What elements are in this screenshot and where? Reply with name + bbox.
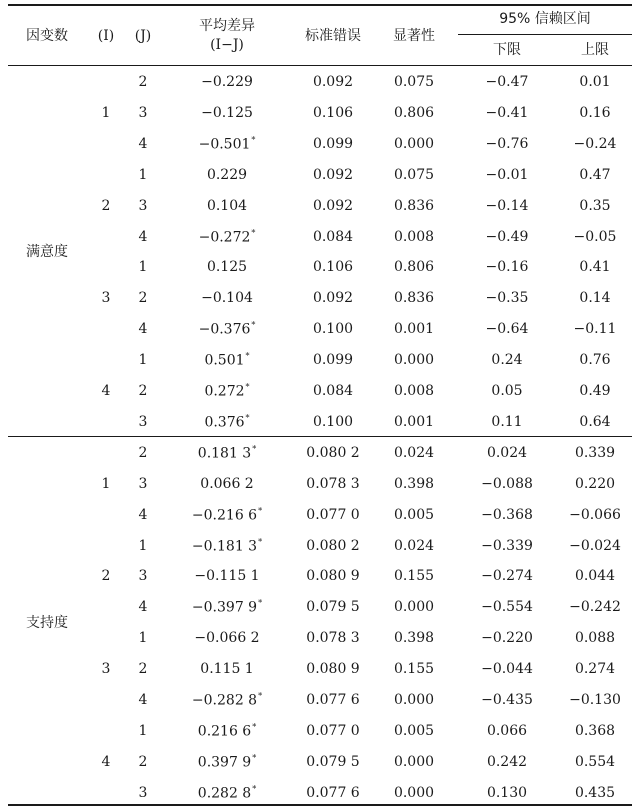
lower-bound-value: −0.274 [481, 568, 533, 585]
lower-bound-value: −0.554 [481, 599, 533, 616]
standard-error-value: 0.100 [312, 321, 354, 338]
upper-bound-value: −0.11 [573, 321, 617, 338]
significance-value: 0.806 [393, 259, 435, 276]
upper-bound-value: 0.220 [574, 475, 616, 492]
standard-error-value: 0.106 [312, 259, 354, 276]
significance-star: * [251, 320, 256, 330]
mean-difference-value: −0.397 9 [191, 599, 258, 616]
comparison-group-j: 2 [138, 74, 148, 90]
mean-difference-cell [201, 291, 253, 305]
significance-star: * [252, 722, 257, 732]
significance-value: 0.000 [393, 784, 435, 801]
lower-bound-value: −0.76 [485, 135, 529, 152]
significance-star: * [258, 598, 263, 608]
comparison-group-j: 4 [138, 506, 148, 523]
mean-difference-cell [199, 229, 256, 244]
standard-error-value: 0.092 [312, 290, 354, 307]
comparison-group-j: 2 [138, 383, 148, 399]
comparison-group-j: 3 [138, 784, 148, 801]
significance-value: 0.005 [393, 722, 435, 739]
lower-bound-value: −0.435 [481, 692, 533, 708]
upper-bound-value: 0.64 [579, 413, 611, 430]
comparison-group-i: 4 [101, 383, 111, 399]
upper-bound-value: 0.339 [574, 444, 616, 461]
standard-error-value: 0.092 [312, 74, 354, 90]
mean-difference-value: −0.272 [198, 229, 251, 245]
significance-value: 0.008 [393, 228, 435, 245]
upper-bound-value: 0.044 [574, 568, 616, 585]
significance-star: * [245, 351, 250, 361]
standard-error-value: 0.077 6 [306, 784, 360, 801]
upper-bound-value: 0.16 [579, 104, 611, 121]
mean-difference-cell [192, 538, 262, 553]
significance-value: 0.398 [393, 475, 435, 492]
comparison-group-j: 1 [138, 259, 148, 276]
significance-value: 0.806 [393, 104, 435, 121]
header-lower-bound: 下限 [493, 42, 521, 58]
mean-difference-value: 0.229 [206, 166, 248, 183]
upper-bound-value: 0.41 [579, 259, 611, 276]
mean-difference-cell [194, 569, 259, 583]
significance-star: * [245, 382, 250, 392]
mean-difference-value: −0.282 8 [191, 692, 258, 709]
upper-bound-value: −0.05 [573, 228, 617, 245]
mean-difference-value: −0.501 [198, 136, 251, 153]
header-mean-difference [199, 17, 255, 55]
mean-difference-value: −0.125 [201, 104, 253, 121]
significance-star: * [252, 753, 257, 763]
mean-difference-value: −0.181 3 [191, 538, 258, 554]
significance-value: 0.075 [393, 74, 435, 90]
significance-value: 0.836 [393, 197, 435, 214]
lower-bound-value: −0.339 [481, 537, 533, 554]
lower-bound-value: −0.64 [485, 321, 529, 338]
mean-difference-cell [198, 445, 256, 460]
upper-bound-value: −0.066 [569, 506, 621, 523]
mean-difference-value: 0.066 2 [200, 475, 254, 492]
comparison-group-j: 3 [138, 197, 148, 214]
mean-difference-value: −0.066 2 [194, 630, 260, 647]
mean-difference-value: −0.115 1 [194, 568, 260, 585]
upper-bound-value: 0.274 [574, 661, 616, 678]
header-dependent-variable: 因变数 [26, 28, 68, 44]
header-mean-difference-line1: 平均差异 [199, 18, 255, 35]
comparison-group-i: 1 [101, 104, 111, 121]
comparison-group-j: 4 [138, 321, 148, 338]
lower-bound-value: −0.088 [481, 475, 533, 492]
upper-bound-value: −0.242 [569, 599, 621, 616]
significance-value: 0.000 [393, 692, 435, 708]
standard-error-value: 0.099 [312, 135, 354, 152]
header-j: (J) [134, 28, 152, 44]
significance-value: 0.000 [393, 599, 435, 616]
mean-difference-value: 0.181 3 [197, 445, 252, 462]
significance-value: 0.005 [393, 506, 435, 523]
mean-difference-value: 0.501 [204, 352, 245, 369]
significance-value: 0.000 [393, 352, 435, 369]
standard-error-value: 0.106 [312, 104, 354, 121]
standard-error-value: 0.084 [312, 383, 354, 399]
significance-value: 0.836 [393, 290, 435, 307]
mean-difference-cell [207, 168, 247, 182]
significance-value: 0.001 [393, 413, 435, 430]
significance-value: 0.001 [393, 321, 435, 338]
header-bottom-rule [8, 65, 632, 66]
header-mean-difference-line2: (I−J) [210, 37, 244, 53]
mean-difference-value: 0.282 8 [197, 785, 252, 802]
lower-bound-value: 0.066 [486, 722, 528, 739]
comparison-group-j: 2 [138, 753, 148, 770]
mean-difference-value: 0.104 [206, 197, 248, 214]
mean-difference-cell [200, 477, 253, 491]
dependent-variable-label: 支持度 [26, 614, 68, 631]
upper-bound-value: 0.088 [574, 630, 616, 647]
comparison-group-j: 4 [138, 599, 148, 616]
lower-bound-value: −0.47 [485, 74, 529, 90]
header-standard-error: 标准错误 [305, 28, 361, 44]
comparison-group-j: 1 [138, 630, 148, 647]
standard-error-value: 0.080 2 [306, 444, 360, 461]
standard-error-value: 0.077 0 [306, 722, 360, 739]
significance-value: 0.000 [393, 753, 435, 770]
comparison-group-j: 4 [138, 228, 148, 245]
ci-sub-rule [458, 34, 632, 35]
mean-difference-value: −0.104 [201, 290, 253, 307]
standard-error-value: 0.080 2 [306, 537, 360, 554]
upper-bound-value: −0.24 [573, 135, 617, 152]
table-top-rule [8, 4, 632, 6]
comparison-group-j: 3 [138, 475, 148, 492]
mean-difference-cell [198, 785, 256, 800]
significance-value: 0.075 [393, 166, 435, 183]
significance-value: 0.000 [393, 135, 435, 152]
comparison-group-j: 4 [138, 135, 148, 152]
upper-bound-value: −0.130 [569, 692, 621, 708]
mean-difference-value: −0.216 6 [191, 507, 258, 524]
header-i: (I) [97, 28, 115, 44]
significance-star: * [258, 691, 263, 701]
significance-star: * [251, 135, 256, 145]
mean-difference-value: 0.376 [204, 414, 245, 431]
mean-difference-cell [192, 600, 262, 615]
mean-difference-value: 0.272 [204, 383, 245, 400]
significance-value: 0.008 [393, 383, 435, 399]
lower-bound-value: 0.024 [486, 444, 528, 461]
comparison-group-i: 4 [101, 753, 111, 770]
lower-bound-value: −0.220 [481, 630, 533, 647]
mean-difference-cell [194, 631, 259, 645]
lower-bound-value: −0.49 [485, 228, 529, 245]
lower-bound-value: −0.41 [485, 104, 529, 121]
lower-bound-value: 0.242 [486, 753, 528, 770]
standard-error-value: 0.078 3 [306, 475, 360, 492]
upper-bound-value: 0.435 [574, 784, 616, 801]
upper-bound-value: 0.368 [574, 722, 616, 739]
dependent-variable-label: 满意度 [26, 243, 68, 260]
standard-error-value: 0.092 [312, 166, 354, 183]
header-significance: 显著性 [393, 28, 435, 44]
comparison-group-j: 2 [138, 444, 148, 461]
comparison-group-j: 3 [138, 568, 148, 585]
lower-bound-value: 0.11 [491, 413, 523, 430]
upper-bound-value: 0.49 [579, 383, 611, 399]
mean-difference-cell [192, 693, 262, 708]
comparison-group-j: 3 [138, 413, 148, 430]
upper-bound-value: −0.024 [569, 537, 621, 554]
upper-bound-value: 0.01 [579, 74, 611, 90]
mean-difference-cell [198, 754, 256, 769]
lower-bound-value: 0.130 [486, 784, 528, 801]
header-confidence-interval: 95% 信赖区间 [499, 11, 591, 27]
standard-error-value: 0.077 6 [306, 692, 360, 708]
significance-value: 0.398 [393, 630, 435, 647]
mean-difference-cell [199, 322, 256, 337]
comparison-group-j: 3 [138, 104, 148, 121]
significance-star: * [245, 413, 250, 423]
significance-star: * [252, 784, 257, 794]
mean-difference-cell [199, 136, 256, 151]
standard-error-value: 0.078 3 [306, 630, 360, 647]
comparison-group-j: 1 [138, 537, 148, 554]
lower-bound-value: −0.368 [481, 506, 533, 523]
mean-difference-value: 0.115 1 [200, 661, 254, 678]
standard-error-value: 0.080 9 [306, 661, 360, 678]
standard-error-value: 0.099 [312, 352, 354, 369]
upper-bound-value: 0.35 [579, 197, 611, 214]
standard-error-value: 0.079 5 [306, 599, 360, 616]
mean-difference-cell [204, 414, 249, 429]
mean-difference-cell [204, 353, 249, 368]
significance-star: * [258, 506, 263, 516]
significance-value: 0.024 [393, 537, 435, 554]
significance-star: * [251, 228, 256, 237]
mean-difference-value: 0.216 6 [197, 723, 252, 740]
comparison-group-i: 3 [101, 290, 111, 307]
mean-difference-cell [207, 199, 247, 213]
comparison-group-j: 1 [138, 722, 148, 739]
comparison-group-i: 1 [101, 475, 111, 492]
mean-difference-value: −0.229 [201, 74, 253, 90]
significance-value: 0.155 [393, 568, 435, 585]
comparison-group-j: 1 [138, 166, 148, 183]
lower-bound-value: −0.044 [481, 661, 533, 678]
mean-difference-cell [200, 662, 253, 676]
comparison-group-i: 2 [101, 568, 111, 585]
table-bottom-rule [8, 804, 632, 806]
upper-bound-value: 0.47 [579, 166, 611, 183]
mean-difference-cell [207, 260, 247, 274]
comparison-group-j: 2 [138, 290, 148, 307]
significance-value: 0.024 [393, 444, 435, 461]
significance-star: * [252, 444, 257, 454]
lower-bound-value: −0.01 [485, 166, 529, 183]
comparison-group-j: 4 [138, 692, 148, 708]
header-upper-bound: 上限 [581, 42, 609, 58]
standard-error-value: 0.080 9 [306, 568, 360, 585]
mean-difference-value: −0.376 [198, 321, 251, 338]
comparison-group-j: 1 [138, 352, 148, 369]
lower-bound-value: 0.05 [491, 383, 523, 399]
lower-bound-value: 0.24 [491, 352, 523, 369]
lower-bound-value: −0.16 [485, 259, 529, 276]
group-divider-rule [8, 436, 632, 437]
mean-difference-cell [201, 106, 253, 120]
comparison-group-i: 2 [101, 197, 111, 214]
standard-error-value: 0.077 0 [306, 506, 360, 523]
lower-bound-value: −0.14 [485, 197, 529, 214]
mean-difference-value: 0.397 9 [197, 754, 252, 771]
mean-difference-value: 0.125 [206, 259, 248, 276]
standard-error-value: 0.084 [312, 228, 354, 245]
standard-error-value: 0.079 5 [306, 753, 360, 770]
standard-error-value: 0.092 [312, 197, 354, 214]
upper-bound-value: 0.76 [579, 352, 611, 369]
mean-difference-cell [201, 75, 253, 89]
mean-difference-cell [198, 723, 256, 738]
mean-difference-cell [204, 384, 249, 399]
significance-value: 0.155 [393, 661, 435, 678]
upper-bound-value: 0.554 [574, 753, 616, 770]
comparison-group-i: 3 [101, 661, 111, 678]
standard-error-value: 0.100 [312, 413, 354, 430]
comparison-group-j: 2 [138, 661, 148, 678]
upper-bound-value: 0.14 [579, 290, 611, 307]
mean-difference-cell [192, 507, 262, 522]
significance-star: * [258, 537, 263, 546]
lower-bound-value: −0.35 [485, 290, 529, 307]
